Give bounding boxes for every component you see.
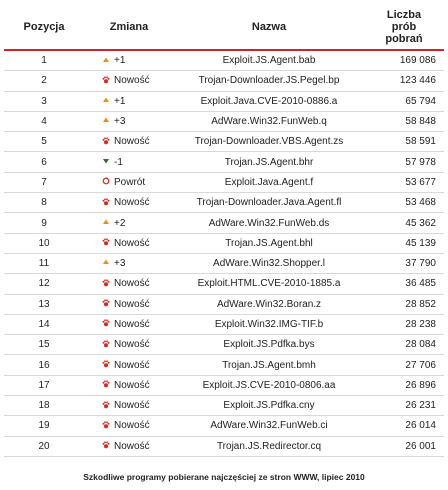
row-position: 6	[4, 152, 84, 172]
row-download-count: 45 362	[364, 213, 444, 233]
row-malware-name: AdWare.Win32.FunWeb.ds	[174, 213, 364, 233]
row-change	[84, 213, 174, 233]
new-paw-icon	[102, 340, 110, 348]
table-row	[4, 132, 444, 152]
header-count	[364, 4, 444, 50]
malware-ranking-table	[4, 4, 444, 457]
row-change-label: +3	[114, 258, 126, 270]
row-download-count: 53 677	[364, 172, 444, 192]
row-download-count: 26 014	[364, 416, 444, 436]
row-change	[84, 132, 174, 152]
row-change	[84, 152, 174, 172]
row-download-count: 28 084	[364, 335, 444, 355]
return-icon	[102, 177, 110, 185]
new-paw-icon	[102, 360, 110, 368]
table-row	[4, 253, 444, 273]
new-paw-icon	[102, 238, 110, 246]
row-position: 3	[4, 91, 84, 111]
header-count-line-1: Liczba	[386, 8, 422, 21]
row-change	[84, 294, 174, 314]
row-change-label: Nowość	[114, 75, 150, 87]
row-malware-name: AdWare.Win32.Shopper.l	[174, 253, 364, 273]
row-position: 4	[4, 111, 84, 131]
row-malware-name: Trojan-Downloader.Java.Agent.fl	[174, 193, 364, 213]
row-change	[84, 233, 174, 253]
header-change: Zmiana	[84, 4, 174, 50]
row-malware-name: Exploit.HTML.CVE-2010-1885.a	[174, 274, 364, 294]
row-malware-name: Trojan-Downloader.VBS.Agent.zs	[174, 132, 364, 152]
row-change-label: Nowość	[114, 197, 150, 209]
row-change	[84, 436, 174, 456]
row-change-label: Nowość	[114, 420, 150, 432]
row-position: 16	[4, 355, 84, 375]
row-position: 15	[4, 335, 84, 355]
row-download-count: 123 446	[364, 71, 444, 91]
row-change	[84, 396, 174, 416]
new-paw-icon	[102, 319, 110, 327]
row-malware-name: AdWare.Win32.FunWeb.q	[174, 111, 364, 131]
row-position: 1	[4, 50, 84, 71]
row-position: 9	[4, 213, 84, 233]
row-download-count: 36 485	[364, 274, 444, 294]
row-change	[84, 253, 174, 273]
row-change	[84, 91, 174, 111]
row-malware-name: Trojan.JS.Agent.bmh	[174, 355, 364, 375]
row-malware-name: AdWare.Win32.FunWeb.ci	[174, 416, 364, 436]
table-row	[4, 274, 444, 294]
row-download-count: 65 794	[364, 91, 444, 111]
row-download-count: 58 591	[364, 132, 444, 152]
row-malware-name: Exploit.Java.CVE-2010-0886.a	[174, 91, 364, 111]
row-position: 14	[4, 314, 84, 334]
row-malware-name: Exploit.JS.Pdfka.cny	[174, 396, 364, 416]
table-row	[4, 233, 444, 253]
table-body	[4, 50, 444, 456]
row-malware-name: Trojan.JS.Redirector.cq	[174, 436, 364, 456]
row-position: 19	[4, 416, 84, 436]
row-change-label: Powrót	[114, 176, 146, 188]
row-malware-name: Trojan.JS.Agent.bhr	[174, 152, 364, 172]
row-malware-name: Exploit.JS.Agent.bab	[174, 50, 364, 71]
up-arrow-icon	[102, 96, 110, 104]
table-row	[4, 294, 444, 314]
row-download-count: 169 086	[364, 50, 444, 71]
row-change	[84, 111, 174, 131]
row-download-count: 26 001	[364, 436, 444, 456]
row-change-label: Nowość	[114, 319, 150, 330]
row-position: 2	[4, 71, 84, 91]
row-malware-name: Exploit.Win32.IMG-TIF.b	[174, 314, 364, 334]
row-download-count: 45 139	[364, 233, 444, 253]
ranking-panel	[4, 4, 444, 457]
row-change-label: Nowość	[114, 359, 150, 371]
table-row	[4, 152, 444, 172]
header-position: Pozycja	[4, 4, 84, 50]
table-row	[4, 172, 444, 192]
row-position: 17	[4, 375, 84, 395]
row-change-label: Nowość	[114, 298, 150, 310]
row-download-count: 28 852	[364, 294, 444, 314]
new-paw-icon	[102, 137, 110, 145]
row-change	[84, 314, 174, 334]
new-paw-icon	[102, 299, 110, 307]
row-download-count: 26 231	[364, 396, 444, 416]
row-download-count: 57 978	[364, 152, 444, 172]
row-download-count: 26 896	[364, 375, 444, 395]
row-malware-name: Exploit.JS.Pdfka.bys	[174, 335, 364, 355]
new-paw-icon	[102, 401, 110, 409]
table-row	[4, 355, 444, 375]
row-change-label: Nowość	[114, 440, 150, 452]
table-row	[4, 375, 444, 395]
row-change-label: +3	[114, 116, 126, 128]
new-paw-icon	[102, 421, 110, 429]
new-paw-icon	[102, 380, 110, 388]
up-arrow-icon	[102, 218, 110, 226]
row-change-label: +1	[114, 55, 126, 67]
row-change	[84, 274, 174, 294]
table-row	[4, 111, 444, 131]
new-paw-icon	[102, 441, 110, 449]
row-malware-name: AdWare.Win32.Boran.z	[174, 294, 364, 314]
row-change	[84, 71, 174, 91]
row-change	[84, 335, 174, 355]
table-row	[4, 193, 444, 213]
row-change-label: Nowość	[114, 136, 150, 148]
row-change	[84, 355, 174, 375]
table-row	[4, 71, 444, 91]
row-change-label: +2	[114, 217, 126, 229]
row-change	[84, 375, 174, 395]
up-arrow-icon	[102, 116, 110, 124]
table-row	[4, 50, 444, 71]
row-position: 18	[4, 396, 84, 416]
row-change-label: Nowość	[114, 379, 150, 391]
row-position: 7	[4, 172, 84, 192]
row-malware-name: Trojan-Downloader.JS.Pegel.bp	[174, 71, 364, 91]
row-download-count: 28 238	[364, 314, 444, 334]
row-malware-name: Trojan.JS.Agent.bhl	[174, 233, 364, 253]
row-change-label: -1	[114, 156, 123, 168]
table-header-row	[4, 4, 444, 50]
row-change	[84, 172, 174, 192]
down-arrow-icon	[102, 157, 110, 165]
table-row	[4, 396, 444, 416]
table-row	[4, 335, 444, 355]
row-download-count: 53 468	[364, 193, 444, 213]
row-malware-name: Exploit.JS.CVE-2010-0806.aa	[174, 375, 364, 395]
table-caption: Szkodliwe programy pobierane najczęściej ze stron WWW, lipiec 2010	[83, 472, 365, 482]
row-change	[84, 193, 174, 213]
row-position: 13	[4, 294, 84, 314]
row-change-label: +1	[114, 95, 126, 107]
new-paw-icon	[102, 279, 110, 287]
row-position: 20	[4, 436, 84, 456]
row-position: 5	[4, 132, 84, 152]
table-row	[4, 436, 444, 456]
header-count-line-2: prób	[391, 20, 417, 33]
row-change-label: Nowość	[114, 339, 150, 351]
table-row	[4, 416, 444, 436]
row-position: 12	[4, 274, 84, 294]
table-row	[4, 314, 444, 334]
row-change-label: Nowość	[114, 278, 150, 290]
row-change-label: Nowość	[114, 237, 150, 249]
row-position: 11	[4, 253, 84, 273]
header-count-line-3: pobrań	[385, 32, 423, 45]
row-download-count: 37 790	[364, 253, 444, 273]
row-download-count: 27 706	[364, 355, 444, 375]
up-arrow-icon	[102, 258, 110, 266]
row-change-label: Nowość	[114, 400, 150, 412]
new-paw-icon	[102, 198, 110, 206]
table-row	[4, 213, 444, 233]
table-row	[4, 91, 444, 111]
row-position: 8	[4, 193, 84, 213]
row-change	[84, 50, 174, 71]
row-change	[84, 416, 174, 436]
row-malware-name: Exploit.Java.Agent.f	[174, 172, 364, 192]
row-download-count: 58 848	[364, 111, 444, 131]
row-position: 10	[4, 233, 84, 253]
up-arrow-icon	[102, 56, 110, 64]
new-paw-icon	[102, 76, 110, 84]
header-name: Nazwa	[174, 4, 364, 50]
